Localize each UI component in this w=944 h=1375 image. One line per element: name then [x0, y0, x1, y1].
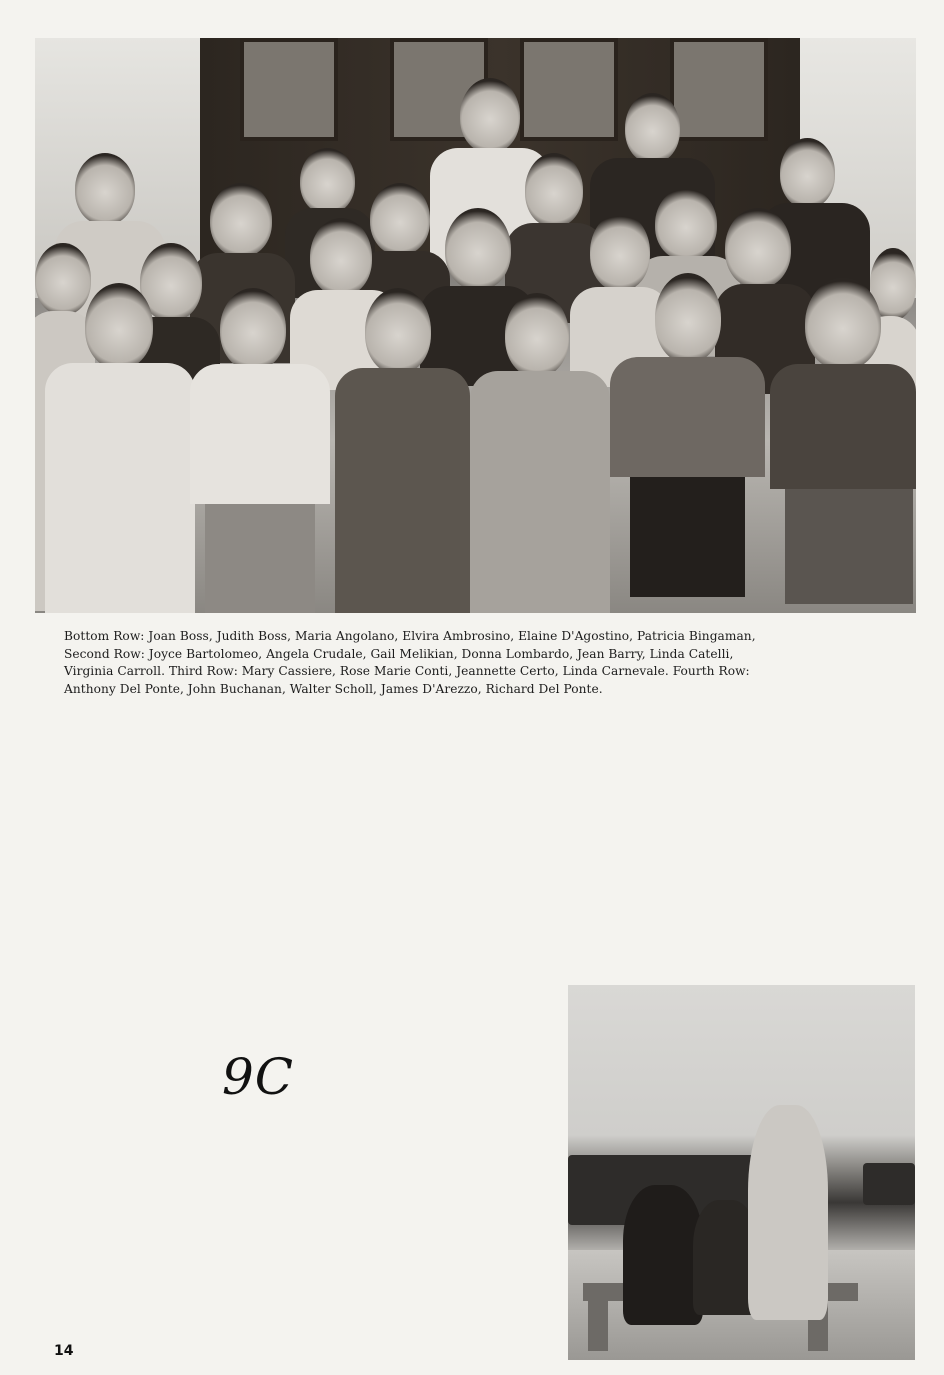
photo-door-window — [520, 38, 618, 141]
photo-door-window — [670, 38, 768, 141]
photo-door-window — [240, 38, 338, 141]
photo-figure — [623, 1185, 703, 1325]
photo-bench-leg — [588, 1301, 608, 1351]
class-section-title: 9C — [222, 1048, 295, 1106]
caption-line: Virginia Carroll. Third Row: Mary Cassiere, Rose Marie Conti, Jeannette Certo, Linda Carnevale. Fourth Row: — [64, 664, 750, 679]
photo-caption — [64, 628, 914, 698]
page-number: 14 — [54, 1343, 74, 1359]
caption-line: Bottom Row: Joan Boss, Judith Boss, Maria Angolano, Elvira Ambrosino, Elaine D'Agostino, Patricia Bingaman, — [64, 629, 756, 643]
photo-figure — [748, 1105, 828, 1320]
caption-line: Anthony Del Ponte, John Buchanan, Walter Scholl, James D'Arezzo, Richard Del Ponte. — [64, 681, 603, 696]
class-group-photo — [35, 38, 916, 613]
caption-line: Second Row: Joyce Bartolomeo, Angela Crudale, Gail Melikian, Donna Lombardo, Jean Barry, Linda Catelli, — [64, 646, 734, 661]
candid-photo — [568, 985, 915, 1360]
photo-hedge — [863, 1163, 915, 1205]
